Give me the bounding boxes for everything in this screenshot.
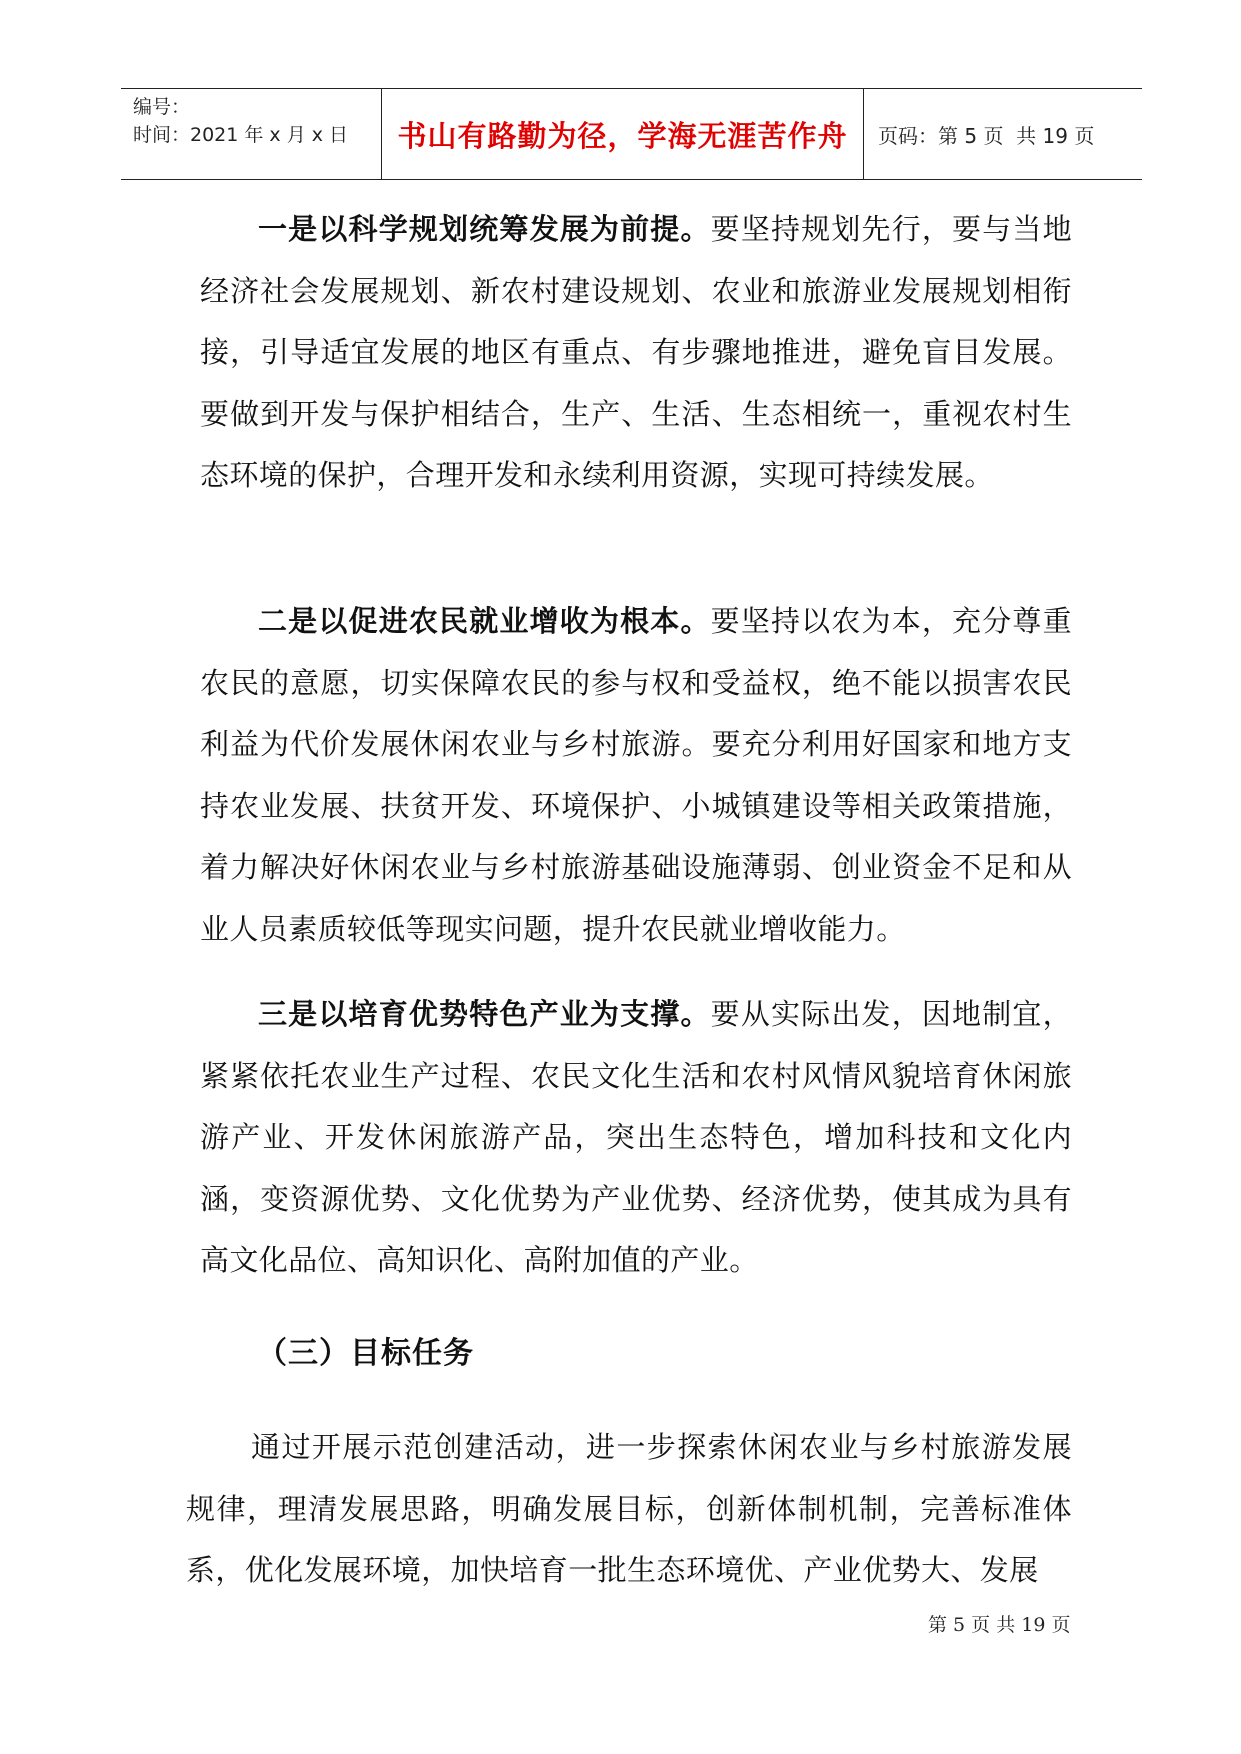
paragraph-body: 要从实际出发，因地制宜，紧紧依托农业生产过程、农民文化生活和农村风情风貌培育休闲旅游产业、开发休闲旅游产品，突出生态特色，增加科技和文化内涵，变资源优势、文化优势为产业优势、经济优势，使其成为具有高文化品位、高知识化、高附加值的产业。 xyxy=(200,997,1072,1277)
number-label: 编号： xyxy=(133,96,191,118)
paragraph-lead: 一是以科学规划统筹发展为前提。 xyxy=(258,212,711,246)
header-motto: 书山有路勤为径，学海无涯苦作舟 xyxy=(381,89,864,179)
paragraph-farmers xyxy=(200,591,1072,960)
paragraph-body: 要坚持以农为本，充分尊重农民的意愿，切实保障农民的参与权和受益权，绝不能以损害农民利益为代价发展休闲农业与乡村旅游。要充分利用好国家和地方支持农业发展、扶贫开发、环境保护、小城镇建设等相关政策措施，着力解决好休闲农业与乡村旅游基础设施薄弱、创业资金不足和从业人员素质较低等现实问题，提升农民就业增收能力。 xyxy=(200,604,1072,946)
paragraph-lead: 二是以促进农民就业增收为根本。 xyxy=(258,604,711,638)
paragraph-planning xyxy=(200,199,1072,507)
header-meta xyxy=(121,89,381,179)
time-label: 时间：2021 年 x 月 x 日 xyxy=(133,124,349,146)
page-footer: 第 5 页 共 19 页 xyxy=(928,1614,1071,1636)
page-info-text: 页码：第 5 页 共 19 页 xyxy=(878,123,1095,148)
header-page-info xyxy=(864,89,1142,179)
paragraph-body: 要坚持规划先行，要与当地经济社会发展规划、新农村建设规划、农业和旅游业发展规划相衔接，引导适宜发展的地区有重点、有步骤地推进，避免盲目发展。要做到开发与保护相结合，生产、生活、生态相统一，重视农村生态环境的保护，合理开发和永续利用资源，实现可持续发展。 xyxy=(200,212,1072,492)
paragraph-goals: 通过开展示范创建活动，进一步探索休闲农业与乡村旅游发展规律，理清发展思路，明确发展目标，创新体制机制，完善标准体系，优化发展环境，加快培育一批生态环境优、产业优势大、发展 xyxy=(186,1430,1072,1587)
paragraph-lead: 三是以培育优势特色产业为支撑。 xyxy=(258,997,711,1031)
page-header xyxy=(121,88,1142,180)
paragraph-industry xyxy=(200,984,1072,1292)
section-heading: （三）目标任务 xyxy=(257,1336,474,1371)
